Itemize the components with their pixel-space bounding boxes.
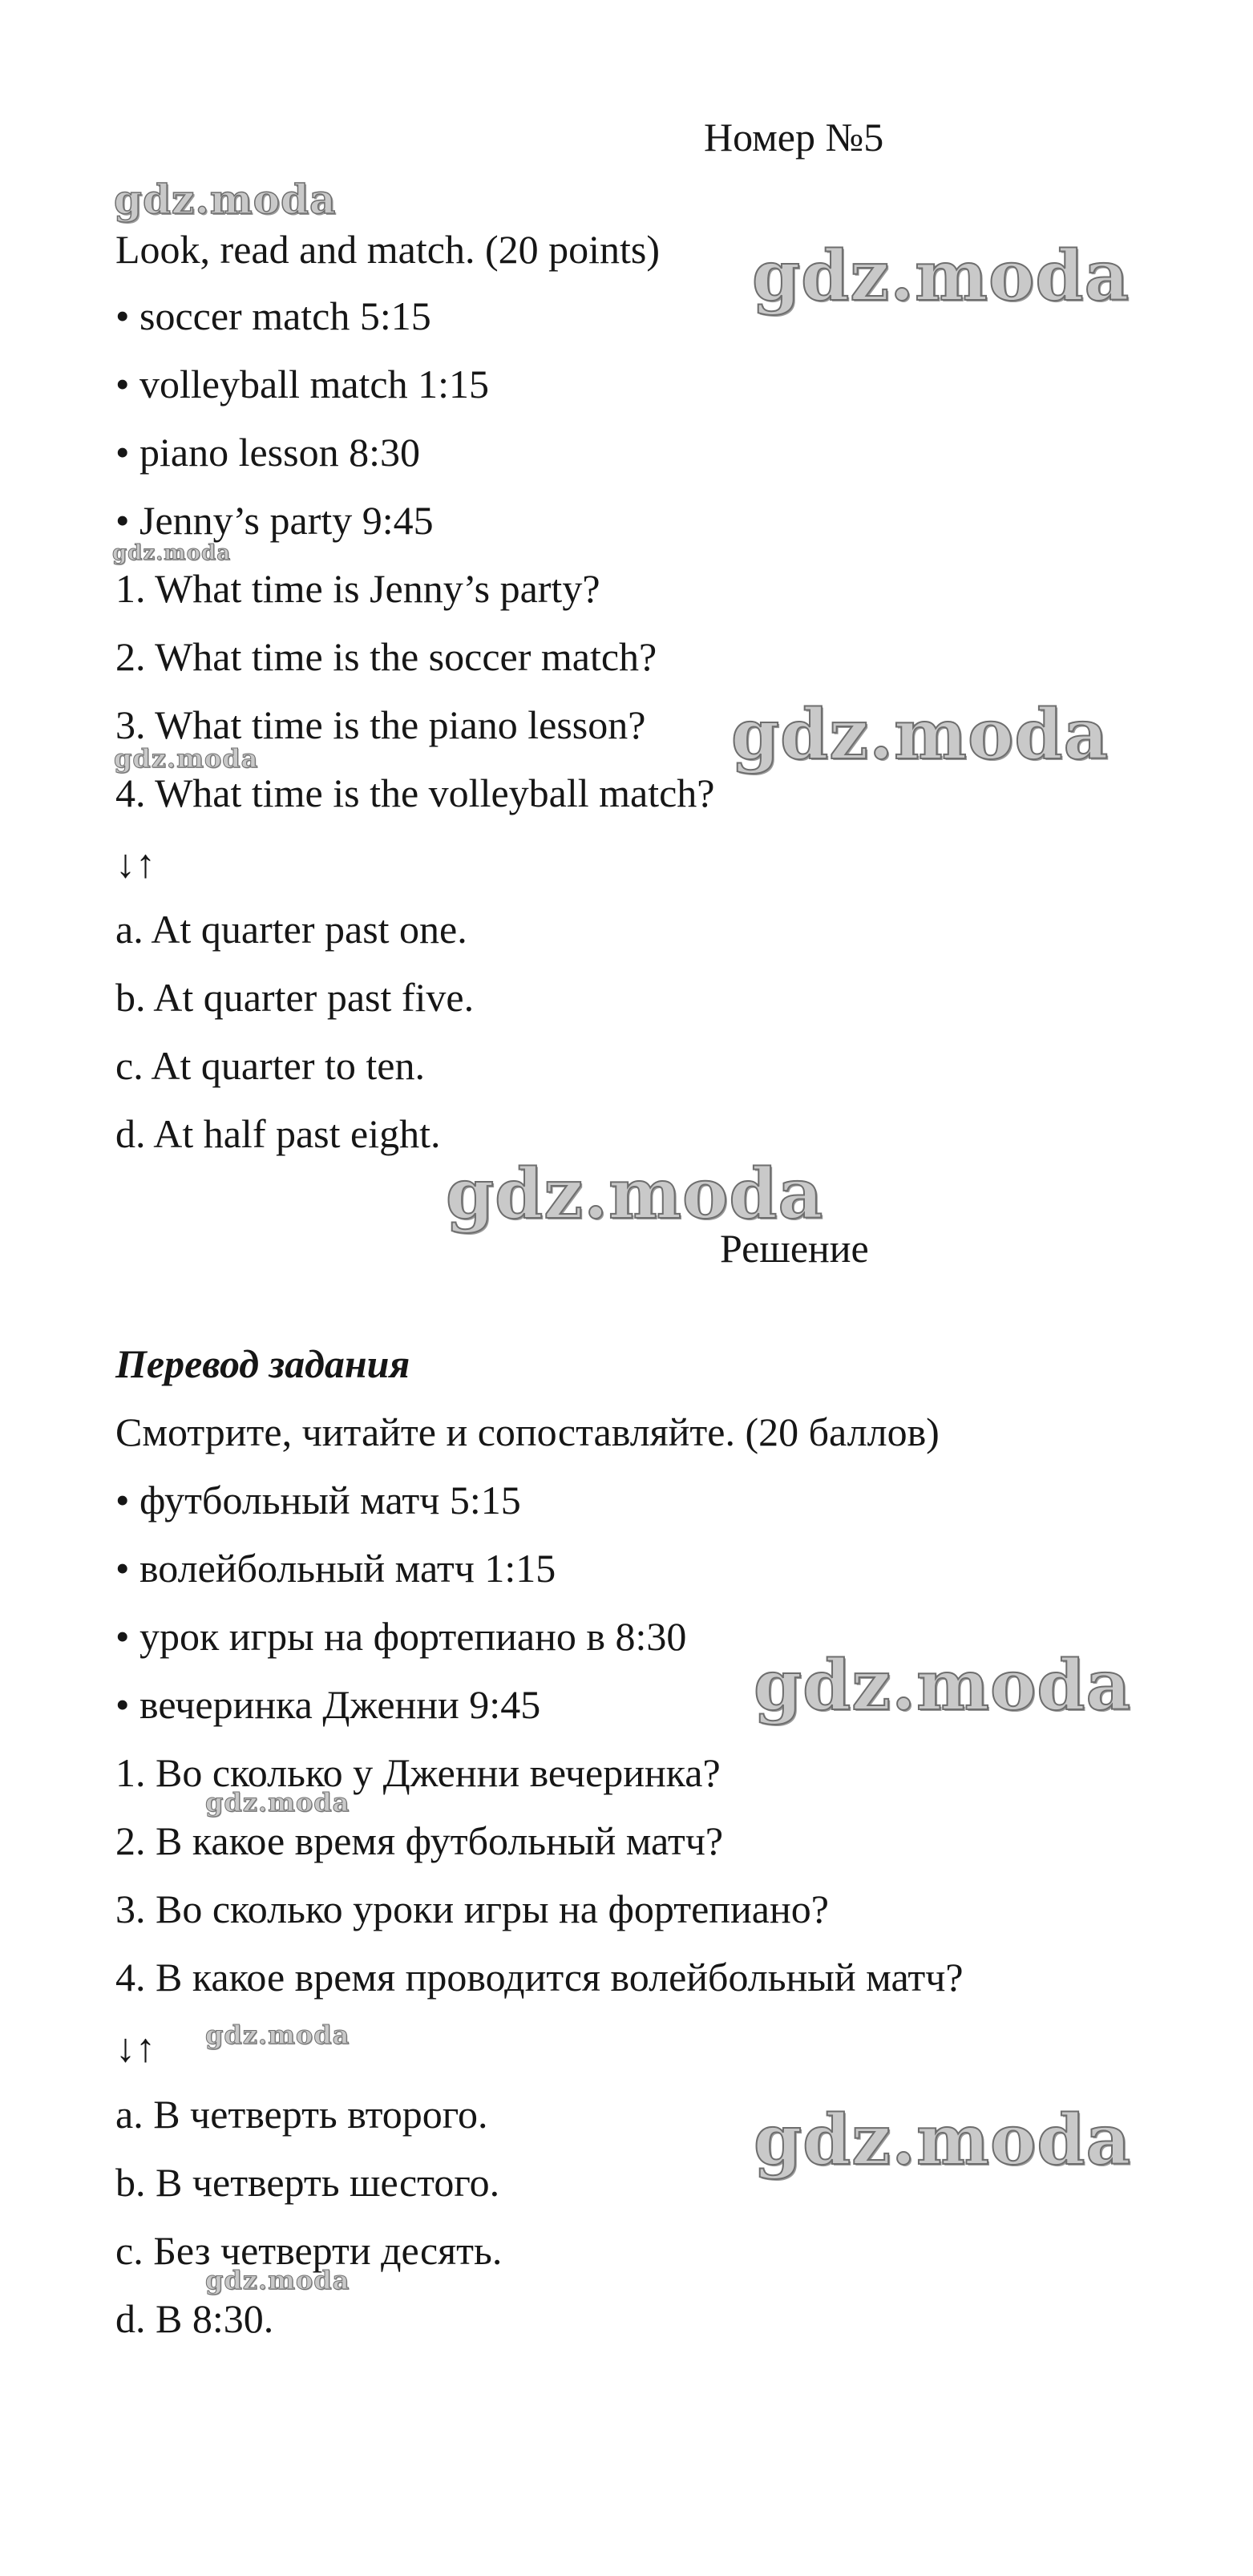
watermark-logo: gdz.moda <box>112 541 232 565</box>
solution-question: 4. В какое время проводится волейбольный матч? <box>115 1955 964 2000</box>
task-answer: a. At quarter past one. <box>115 907 467 952</box>
solution-match-arrows-icon: ↓↑ <box>115 2025 156 2070</box>
task-question: 1. What time is Jenny’s party? <box>115 566 600 611</box>
translation-heading: Перевод задания <box>115 1341 410 1386</box>
solution-instruction: Смотрите, читайте и сопоставляйте. (20 баллов) <box>115 1409 940 1454</box>
task-instruction: Look, read and match. (20 points) <box>115 227 660 272</box>
solution-bullet-item: • урок игры на фортепиано в 8:30 <box>115 1614 687 1659</box>
task-bullet-item: • soccer match 5:15 <box>115 293 431 338</box>
watermark-logo: gdz.moda <box>754 2100 1132 2181</box>
task-bullet-item: • piano lesson 8:30 <box>115 430 420 475</box>
watermark-logo: gdz.moda <box>731 694 1110 775</box>
solution-answer: a. В четверть второго. <box>115 2092 488 2137</box>
watermark-logo: gdz.moda <box>205 1787 350 1818</box>
solution-question: 2. В какое время футбольный матч? <box>115 1818 724 1863</box>
solution-title: Решение <box>720 1226 869 1271</box>
solution-bullet-item: • футбольный матч 5:15 <box>115 1478 521 1523</box>
watermark-logo: gdz.moda <box>114 743 259 774</box>
watermark-logo: gdz.moda <box>752 236 1130 317</box>
solution-bullet-item: • волейбольный матч 1:15 <box>115 1546 556 1591</box>
task-bullet-item: • volleyball match 1:15 <box>115 362 490 406</box>
watermark-logo: gdz.moda <box>114 176 337 223</box>
solution-question: 3. Во сколько уроки игры на фортепиано? <box>115 1887 829 1931</box>
solution-answer: d. В 8:30. <box>115 2296 274 2341</box>
task-question: 4. What time is the volleyball match? <box>115 770 715 815</box>
task-bullet-item: • Jenny’s party 9:45 <box>115 498 434 543</box>
watermark-logo: gdz.moda <box>446 1154 824 1235</box>
solution-answer: c. Без четверти десять. <box>115 2228 503 2273</box>
match-arrows-icon: ↓↑ <box>115 841 156 886</box>
solution-answer: b. В четверть шестого. <box>115 2160 500 2205</box>
solution-bullet-item: • вечеринка Дженни 9:45 <box>115 1682 541 1727</box>
exercise-number-title: Номер №5 <box>704 115 884 160</box>
task-question: 3. What time is the piano lesson? <box>115 702 646 747</box>
task-question: 2. What time is the soccer match? <box>115 634 657 679</box>
task-answer: d. At half past eight. <box>115 1111 441 1156</box>
task-answer: c. At quarter to ten. <box>115 1043 425 1088</box>
watermark-logo: gdz.moda <box>205 2265 350 2295</box>
task-answer: b. At quarter past five. <box>115 975 475 1020</box>
solution-question: 1. Во сколько у Дженни вечеринка? <box>115 1750 721 1795</box>
watermark-logo: gdz.moda <box>205 2020 350 2050</box>
watermark-logo: gdz.moda <box>754 1645 1132 1726</box>
